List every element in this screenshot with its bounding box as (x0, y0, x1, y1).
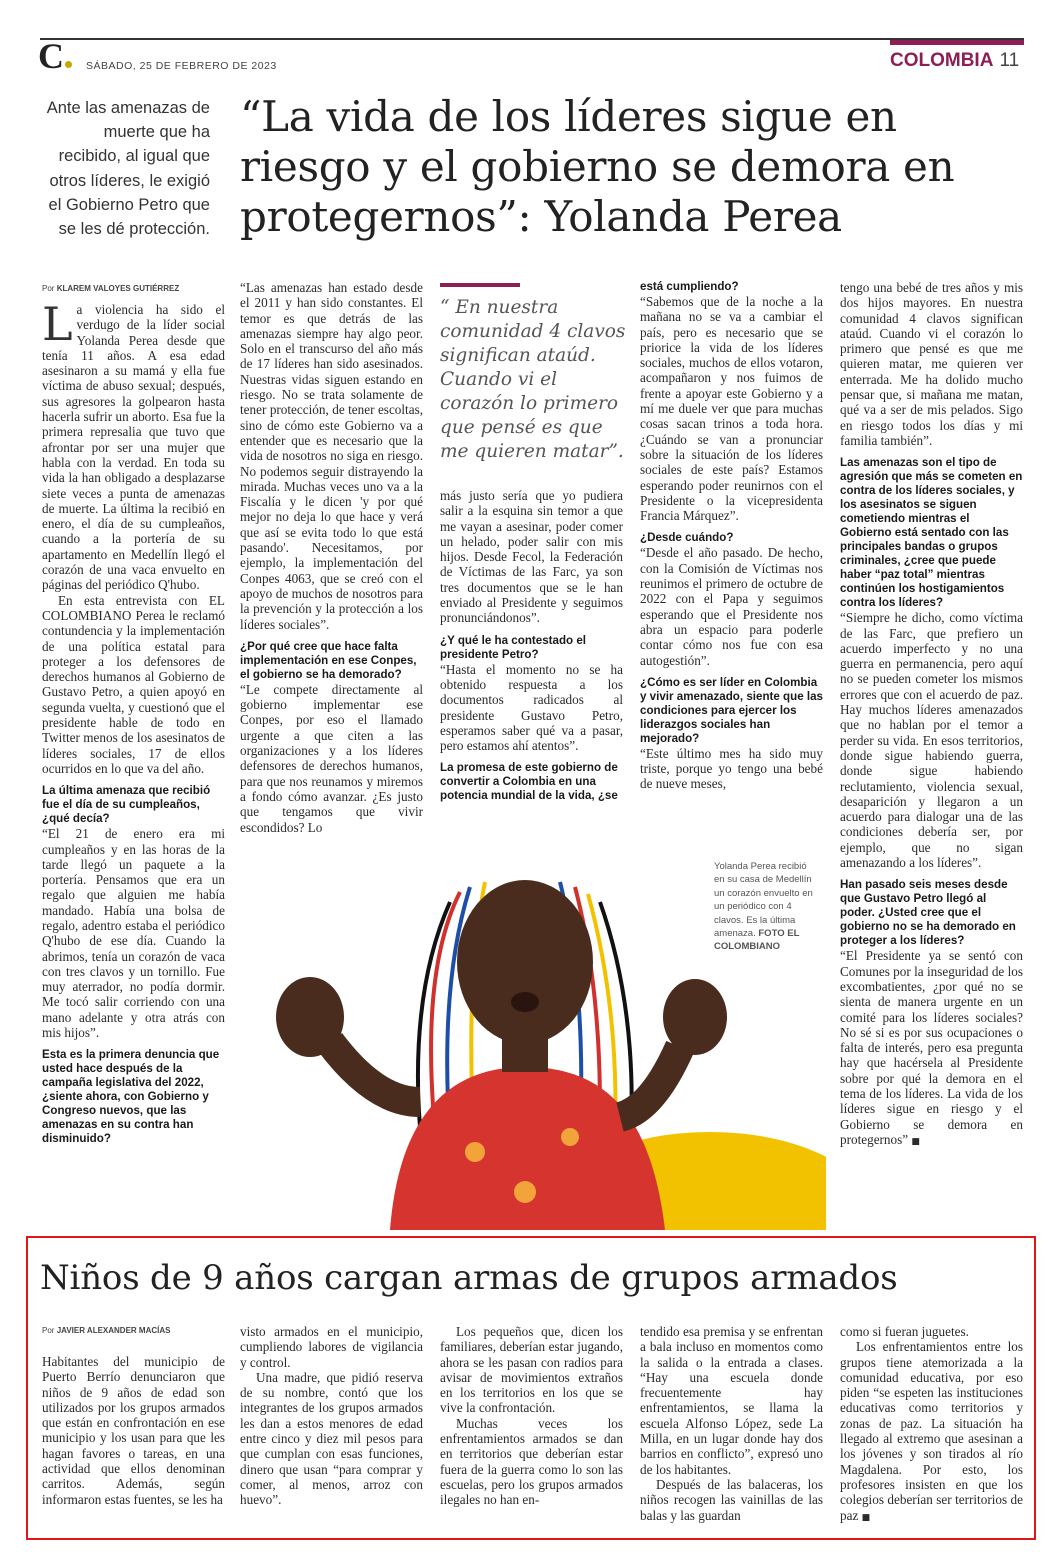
secondary-headline: Niños de 9 años cargan armas de grupos armados (40, 1258, 898, 1298)
flower-pattern (465, 1142, 485, 1162)
brief-column-4 (640, 1324, 823, 1523)
pullquote: “ En nuestra comunidad 4 clavos significan ataúd. Cuando vi el corazón lo primero que pensé es que me quieren matar”. (440, 297, 626, 462)
paragraph: “El 21 de enero era mi cumpleaños y en las horas de la tarde llegó un paquete a la portería. Pensamos que era un regalo que alguien me había mandado. Había una bolsa de regalo, adentro estaba el periódico Q'hubo de ese día. Cuando la abrimos, tenía un corazón de vaca con tres clavos y un tornillo. Fue muy aterrador, no podía dormir. Me tocó salir corriendo con una mano adelante y otra atrás con mis hijos”. (42, 826, 225, 1041)
paragraph: Los pequeños que, dicen los familiares, deberían estar jugando, ahora se les pasan con radios para avisar de movimientos extraños en los territorios en los que se vive la confrontación. (440, 1324, 623, 1416)
interview-question: Las amenazas son el tipo de agresión que más se cometen en contra de los líderes sociales, y los asesinatos se siguen cometiendo mientras el Gobierno está sentado con las principales bandas o grupos criminales, ¿cree que puede haber “paz total” mientras continúen los hostigamientos contra los líderes? (840, 456, 1023, 610)
byline: Por KLAREM VALOYES GUTIÉRREZ (42, 284, 180, 293)
paragraph: “Sabemos que de la noche a la mañana no se va a cambiar el país, pero es necesario que se priorice la vida de los líderes sociales, muchos de ellos votaron, acompañaron y nos fuimos de frente a apoyar este Gobierno y a mí me duele ver que para muchas cosas sacan trinos a toda hora. ¿Cuándo se van a pronunciar sobre la situación de los líderes sociales de este país? Estamos esperando poder reunirnos con el Presidente o la vicepresidenta Francia Márquez”. (640, 294, 823, 524)
interview-question: Esta es la primera denuncia que usted hace después de la campaña legislativa del 2022, ¿siente ahora, con Gobierno y Congreso nuevos, que las amenazas en su contra han disminuido? (42, 1048, 220, 1146)
right-hand (663, 979, 727, 1055)
section-accent-bar (890, 40, 1024, 45)
paragraph: “Las amenazas han estado desde el 2011 y han sido constantes. El temor es que detrás de las amenazas siempre hay algo peor. Solo en el transcurso del año más de 17 líderes han sido asesinados. Nuestras vidas siguen estando en riesgo. No se trata solamente de tener protección, de tener escoltas, sino de cómo este Gobierno va a entender que es necesario que la vida de nosotros no siga en riesgo. No podemos seguir distrayendo la mirada. Muchas veces uno va a la Fiscalía y le dicen 'y por qué mejor no deja lo que hace y verá que así se evita todo lo que está pasando'. Necesitamos, por ejemplo, la implementación del Conpes 4063, que se creó con el apoyo de muchos de nosotros para la prevención y la protección a los líderes sociales”. (240, 280, 423, 632)
brief-column-2 (240, 1324, 423, 1508)
paragraph: Muchas veces los enfrentamientos armados se dan en territorios que deberían estar fuera de la guerra como lo son las escuelas, pero los grupos armados ilegales no han en- (440, 1415, 623, 1508)
paragraph: Los enfrentamientos entre los grupos tiene atemorizada a la comunidad educativa, por eso piden “se espeten las instituciones educativas como territorios y zonas de paz. La situación ha llegado al extremo que asesinan a los jóvenes y son tirados al río Magdalena. Por esto, los profesores insisten en que los colegios deberían ser territorios de paz (840, 1339, 1023, 1523)
interview-question: ¿Y qué le ha contestado el presidente Petro? (440, 633, 587, 661)
paragraph: “El Presidente ya se sentó con Comunes por la inseguridad de los excombatientes, ¿por qué no se sienta de manera urgente en un comité para los líderes sociales? No sé si es por sus ocupaciones o falta de interés, pero esa pregunta hay que hacérsela al Presidente sobre por qué la demora en el tema de los líderes. La vida de los líderes sigue en riesgo y el Gobierno se demora en protegernos” (840, 948, 1023, 1147)
interview-question: ¿Desde cuándo? (640, 531, 734, 545)
article-column-4 (640, 280, 823, 792)
interview-question: La última amenaza que recibió fue el día de su cumpleaños, ¿qué decía? (42, 784, 211, 826)
paragraph: “Este último mes ha sido muy triste, porque yo tengo una bebé de nueve meses, (640, 745, 823, 792)
interview-question: Han pasado seis meses desde que Gustavo Petro llegó al poder. ¿Usted cree que el gobierno no se ha demorado en proteger a los líderes? (840, 878, 1016, 948)
article-column-1: La violencia ha sido el verdugo de la líder social Yolanda Perea desde que tenía 11 años. A esa edad asesinaron a su mamá y ella fue víctima de abuso sexual; después, sus agresores la golpearon hasta hacerla sufrir un aborto. Esa fue la primera represalia que tuvo que afrontar por ser una mujer que habla con la verdad. En toda su vida la han obligado a desplazarse siete veces a punta de amenazas de muerte. La última la recibió en enero, el día de su cumpleaños, cuando a la portería de su apartamento en Medellín llegó el corazón de una vaca envuelto en páginas del periódico Q'hubo. En esta entrevista con EL COLOMBIANO Perea le reclamó contundencia y la implementación de una política estatal para proteger a los defensores de derechos humanos al Gobierno de Gustavo Petro, a quien apoyó en segunda vuelta, y cuestionó que el presidente hable de todo en Twitter menos de los asesinatos de líderes sociales, 17 de ellos ocurridos en lo que va del año. La última amenaza que recibió fue el día de su cumpleaños, ¿qué decía? “El 21 de enero era mi cumpleaños y en las horas de la tarde llegó un paquete a la portería. Pensamos que era un regalo que alguien me había mandado. Había una bolsa de regalo, adentro estaba el periódico Q'hubo de ese día. Cuando la abrimos, tenía un corazón de vaca con tres clavos y un tornillo. Fue muy aterrador, no podía dormir. Me tocó salir corriendo con una mano adelante y otra atrás con mis hijos”. Esta es la primera denuncia que usted hace después de la campaña legislativa del 2022, ¿siente ahora, con Gobierno y Congreso nuevos, que las amenazas en su contra han disminuido? (42, 297, 225, 1146)
article-deck: Ante las amenazas de muerte que ha recibido, al igual que otros líderes, le exigió el Gobierno Petro que se les dé protección. (46, 99, 210, 239)
pullquote-bar (440, 283, 520, 287)
end-mark: ■ (911, 1136, 920, 1147)
top-rule (40, 38, 1024, 40)
paragraph: más justo sería que yo pudiera salir a la esquina sin temor a que me vayan a asesinar, poder comer un helado, poder salir con mis hijos. Desde Fecol, la Federación de Víctimas de las Farc, ya son tres documentos que se le han enviado al Presidente y seguimos pronunciándonos”. (440, 488, 623, 626)
article-column-5 (840, 280, 1023, 1150)
paragraph: “Siempre he dicho, como víctima de las Farc, que prefiero un acuerdo imperfecto y no una guerra en permanencia, pero aquí no se pueden cometer los mismos errores que con el acuerdo de paz. Hay muchos líderes amenazados que no hablan por el temor a perder su vida. En esos territorios, donde sigue habiendo guerra, donde sigue habiendo reclutamiento, violencia sexual, desaparición y llegaron a un acuerdo para dialogar una de las condiciones debería ser, por ejemplo, que no sigan amenazando a los líderes”. (840, 610, 1023, 871)
article-column-2 (240, 280, 423, 835)
byline: Por JAVIER ALEXANDER MACÍAS (42, 1326, 171, 1335)
paragraph: “Hasta el momento no se ha obtenido respuesta a los documentos radicados al presidente Gustavo Petro, esperamos saber qué va a pasar, pero estamos ahí atentos”. (440, 661, 623, 754)
interview-question: está cumpliendo? (640, 280, 739, 293)
open-mouth (511, 992, 539, 1012)
dateline: SÁBADO, 25 DE FEBRERO DE 2023 (86, 60, 277, 72)
paragraph: Después de las balaceras, los niños recogen las vainillas de las balas y las guardan (640, 1476, 823, 1523)
section-label: COLOMBIA 11 (890, 50, 1020, 71)
interview-question: ¿Cómo es ser líder en Colombia y vivir amenazado, siente que las condiciones para ejercer los liderazgos sociales han mejorado? (640, 675, 824, 745)
photo-caption: Yolanda Perea recibió en su casa de Medellín un corazón envuelto en un periódico con 4 clavos. Es la última amenaza. FOTO EL COLOMBIANO (714, 861, 813, 953)
flower-pattern (561, 1128, 579, 1146)
article-headline: “La vida de los líderes sigue en riesgo y el gobierno se demora en protegernos”: Yolanda Perea (240, 92, 955, 241)
photo-credit: FOTO EL COLOMBIANO (714, 928, 800, 953)
interview-question: La promesa de este gobierno de convertir a Colombia en una potencia mundial de la vida, ¿se (440, 761, 618, 803)
page-number: 11 (999, 50, 1020, 71)
interview-question: ¿Por qué cree que hace falta implementación en ese Conpes, el gobierno se ha demorado? (240, 639, 417, 681)
paragraph: “Desde el año pasado. De hecho, con la Comisión de Víctimas nos reunimos el primero de octubre de 2022 con el Papa y seguimos esperando que el Presidente nos abra un espacio para poderle contar cómo nos fue con esa autogestión”. (640, 545, 823, 668)
brief-column-3 (440, 1324, 623, 1508)
newspaper-logo: C (38, 38, 72, 74)
article-column-3 (440, 488, 623, 803)
paragraph: En esta entrevista con EL COLOMBIANO Perea le reclamó contundencia y la implementación de una política estatal para proteger a los defensores de derechos humanos al Gobierno de Gustavo Petro, a quien apoyó en segunda vuelta, y cuestionó que el presidente hable de todo en Twitter menos de los asesinatos de líderes sociales, 17 de ellos ocurridos en lo que va del año. (42, 592, 225, 776)
paragraph: Una madre, que pidió reserva de su nombre, contó que los integrantes de los grupos armados les dan a estos menores de edad entre cinco y diez mil pesos para que cumplan con esas funciones, dinero que usan “para comprar y comer, al menos, arroz con huevo”. (240, 1369, 423, 1508)
neck (502, 1032, 548, 1072)
logo-dot (65, 61, 72, 68)
paragraph: visto armados en el municipio, cumpliendo labores de vigilancia y control. (240, 1324, 423, 1370)
brief-column-1 (42, 1354, 225, 1507)
brief-column-5 (840, 1324, 1023, 1526)
end-mark: ■ (861, 1512, 871, 1523)
paragraph: como si fueran juguetes. (840, 1324, 969, 1339)
face (457, 880, 593, 1044)
paragraph: tengo una bebé de tres años y mis dos hijos mayores. En nuestra comunidad 4 clavos significan ataúd. Cuando vi el corazón lo primero que pensé es que me quieren matar, me quieren ver enterrada. Me ha dolido mucho pensar que, si mañana me matan, qué va a ser de mis pelados. Sigo en riesgo todos los días y mi familia también”. (840, 280, 1023, 448)
paragraph: tendido esa premisa y se enfrentan a bala incluso en momentos como la salida o la entrada a clases. “Hay una escuela donde frecuentemente hay enfrentamientos, se llama la escuela Alfonso López, sede La Milla, en un lugar donde hay dos barrios en conflicto”, expresó uno de los habitantes. (640, 1324, 823, 1477)
flower-pattern (514, 1181, 536, 1203)
drop-cap: L (42, 297, 73, 351)
paragraph: Habitantes del municipio de Puerto Berrío denunciaron que niños de 9 años de edad son utilizados por los grupos armados que están en confrontación en ese municipio y los usan para que les hagan favores o tareas, en una actividad que ellos denominan carritos. Además, según informaron estas fuentes, se les ha (42, 1354, 225, 1507)
paragraph: “Le compete directamente al gobierno implementar ese Conpes, por eso el llamado urgente a que citen a las organizaciones y a los líderes defensores de derechos humanos, para que nos reunamos y miremos a fondo cómo avanzar. ¿Es justo que tengamos que vivir escondidos? Lo (240, 681, 423, 835)
